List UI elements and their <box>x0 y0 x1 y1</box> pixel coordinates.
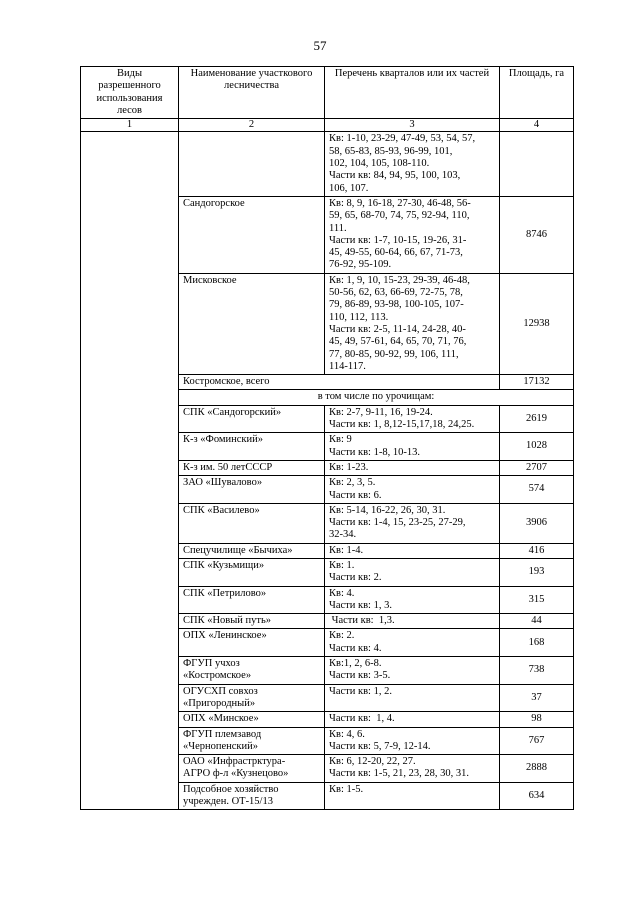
text-line: Кв: 1-5. <box>329 783 364 795</box>
quarters-list <box>325 727 500 755</box>
text-line: Подсобное хозяйство <box>183 783 279 795</box>
text-line: 114-117. <box>329 360 366 372</box>
text-line: 58, 65-83, 85-93, 96-99, 101, <box>329 145 453 157</box>
tract-name <box>179 712 325 727</box>
tract-name <box>179 476 325 504</box>
text-line: Кв:1, 2, 6-8. <box>329 658 382 670</box>
header-use-type: Виды разрешенного использования лесов <box>81 67 179 119</box>
area-value: 1028 <box>500 433 574 461</box>
quarters-list <box>325 558 500 586</box>
area-value: 12938 <box>500 273 574 374</box>
text-line: «Костромское» <box>183 670 252 682</box>
header-area: Площадь, га <box>500 67 574 119</box>
area-value: 193 <box>500 558 574 586</box>
quarters-list <box>325 614 500 629</box>
text-line: ЗАО «Шувалово» <box>183 477 263 489</box>
text-line: ОПХ «Минское» <box>183 713 259 725</box>
area-value: 738 <box>500 657 574 685</box>
text-line: СПК «Василево» <box>183 504 260 516</box>
quarters-list <box>325 684 500 712</box>
quarters-list <box>325 273 500 374</box>
text-line: Кв: 6, 12-20, 22, 27. <box>329 756 416 768</box>
tract-name <box>179 433 325 461</box>
forestry-row <box>81 132 574 196</box>
text-line: 59, 65, 68-70, 74, 75, 92-94, 110, <box>329 210 470 222</box>
area-value: 2888 <box>500 755 574 783</box>
text-line: Части кв: 1-5, 21, 23, 28, 30, 31. <box>329 768 469 780</box>
text-line: Кв: 2. <box>329 630 355 642</box>
quarters-list <box>325 755 500 783</box>
text-line: Кв: 9 <box>329 434 352 446</box>
text-line: ФГУП племзавод <box>183 728 262 740</box>
tract-name <box>179 614 325 629</box>
text-line: 110, 112, 113. <box>329 311 389 323</box>
area-value: 98 <box>500 712 574 727</box>
text-line: К-з им. 50 летСССР <box>183 461 273 473</box>
tract-name <box>179 558 325 586</box>
text-line: Части кв: 2-5, 11-14, 24-28, 40- <box>329 323 466 335</box>
text-line: 45, 49-55, 60-64, 66, 67, 71-73, <box>329 247 463 259</box>
text-line: Кв: 1. <box>329 559 355 571</box>
text-line: Кв: 1-4. <box>329 544 364 556</box>
text-line: СПК «Сандогорский» <box>183 406 282 418</box>
text-line: «Чернопенский» <box>183 740 259 752</box>
area-value: 315 <box>500 586 574 614</box>
text-line: Кв: 2-7, 9-11, 16, 19-24. <box>329 406 433 418</box>
tract-name <box>179 727 325 755</box>
text-line: 106, 107. <box>329 182 369 194</box>
text-line: 32-34. <box>329 529 357 541</box>
use-type-cell <box>81 132 179 810</box>
text-line: ОПХ «Ленинское» <box>183 630 267 642</box>
text-line: Части кв: 1, 3. <box>329 599 392 611</box>
tract-name <box>179 657 325 685</box>
text-line: Кв: 4, 6. <box>329 728 365 740</box>
area-value: 2619 <box>500 405 574 433</box>
text-line: СПК «Новый путь» <box>183 615 272 627</box>
text-line: СПК «Петрилово» <box>183 587 267 599</box>
text-line: АГРО ф-л «Кузнецово» <box>183 768 289 780</box>
quarters-list <box>325 132 500 196</box>
text-line: Кв: 5-14, 16-22, 26, 30, 31. <box>329 504 446 516</box>
tract-name <box>179 755 325 783</box>
text-line: Спецучилище «Бычиха» <box>183 544 293 556</box>
quarters-list <box>325 405 500 433</box>
area-value: 574 <box>500 476 574 504</box>
text-line: 102, 104, 105, 108-110. <box>329 158 430 170</box>
text-line: К-з «Фоминский» <box>183 434 264 446</box>
area-value: 3906 <box>500 503 574 543</box>
text-line: ОАО «Инфрастрктура- <box>183 756 286 768</box>
column-number: 3 <box>325 119 500 132</box>
quarters-list <box>325 476 500 504</box>
header-quarters-list: Перечень кварталов или их частей <box>325 67 500 119</box>
text-line: Части кв: 1-8, 10-13. <box>329 446 420 458</box>
text-line: Кв: 1-10, 23-29, 47-49, 53, 54, 57, <box>329 133 476 145</box>
tract-name <box>179 684 325 712</box>
header-row <box>81 67 574 119</box>
area-value: 2707 <box>500 460 574 475</box>
area-value: 168 <box>500 629 574 657</box>
text-line: 45, 49, 57-61, 64, 65, 70, 71, 76, <box>329 336 467 348</box>
quarters-list <box>325 782 500 810</box>
tract-name <box>179 503 325 543</box>
column-number-row <box>81 119 574 132</box>
area-value: 44 <box>500 614 574 629</box>
area-value: 634 <box>500 782 574 810</box>
text-line: Части кв: 1, 4. <box>329 713 395 725</box>
quarters-list <box>325 712 500 727</box>
page-number: 57 <box>313 38 327 53</box>
quarters-list <box>325 657 500 685</box>
text-line: Кв: 4. <box>329 587 355 599</box>
text-line: Части кв: 5, 7-9, 12-14. <box>329 740 431 752</box>
forestry-name <box>179 132 325 196</box>
text-line: «Пригородный» <box>183 697 256 709</box>
text-line: Части кв: 1, 8,12-15,17,18, 24,25. <box>329 419 475 431</box>
text-line: 76-92, 95-109. <box>329 259 392 271</box>
header-forestry-name: Наименование участкового лесничества <box>179 67 325 119</box>
column-number: 2 <box>179 119 325 132</box>
area-value: 8746 <box>500 196 574 273</box>
forestry-name: Мисковское <box>179 273 325 374</box>
tract-name <box>179 460 325 475</box>
text-line: Части кв: 1-7, 10-15, 19-26, 31- <box>329 234 467 246</box>
text-line: Части кв: 4. <box>329 642 382 654</box>
tract-name <box>179 586 325 614</box>
text-line: 79, 86-89, 93-98, 100-105, 107- <box>329 299 464 311</box>
text-line: СПК «Кузьмищи» <box>183 559 265 571</box>
column-number: 1 <box>81 119 179 132</box>
text-line: Кв: 1-23. <box>329 461 369 473</box>
total-label: Костромское, всего <box>179 375 500 390</box>
quarters-list <box>325 460 500 475</box>
forest-quarters-table <box>80 66 574 810</box>
forestry-name: Сандогорское <box>179 196 325 273</box>
quarters-list <box>325 586 500 614</box>
text-line: ОГУСХП совхоз <box>183 685 258 697</box>
area-value <box>500 132 574 196</box>
tract-name <box>179 543 325 558</box>
tract-name <box>179 782 325 810</box>
text-line: 50-56, 62, 63, 66-69, 72-75, 78, <box>329 287 463 299</box>
text-line: Части кв: 1,3. <box>329 615 395 627</box>
tract-name <box>179 629 325 657</box>
text-line: Кв: 8, 9, 16-18, 27-30, 46-48, 56- <box>329 197 471 209</box>
text-line: Части кв: 2. <box>329 572 382 584</box>
total-area: 17132 <box>500 375 574 390</box>
quarters-list <box>325 433 500 461</box>
text-line: ФГУП учхоз <box>183 658 240 670</box>
tracts-subheader: в том числе по урочищам: <box>179 390 574 405</box>
area-value: 416 <box>500 543 574 558</box>
quarters-list <box>325 629 500 657</box>
text-line: Части кв: 1, 2. <box>329 685 392 697</box>
text-line: Кв: 2, 3, 5. <box>329 477 376 489</box>
area-value: 37 <box>500 684 574 712</box>
text-line: Части кв: 6. <box>329 489 382 501</box>
text-line: учрежден. ОТ-15/13 <box>183 796 273 808</box>
text-line: 111. <box>329 222 347 234</box>
text-line: Кв: 1, 9, 10, 15-23, 29-39, 46-48, <box>329 274 470 286</box>
column-number: 4 <box>500 119 574 132</box>
text-line: 77, 80-85, 90-92, 99, 106, 111, <box>329 348 459 360</box>
area-value: 767 <box>500 727 574 755</box>
text-line: Части кв: 3-5. <box>329 670 391 682</box>
text-line: Части кв: 84, 94, 95, 100, 103, <box>329 170 461 182</box>
quarters-list <box>325 196 500 273</box>
quarters-list <box>325 543 500 558</box>
quarters-list <box>325 503 500 543</box>
text-line: Части кв: 1-4, 15, 23-25, 27-29, <box>329 517 466 529</box>
tract-name <box>179 405 325 433</box>
